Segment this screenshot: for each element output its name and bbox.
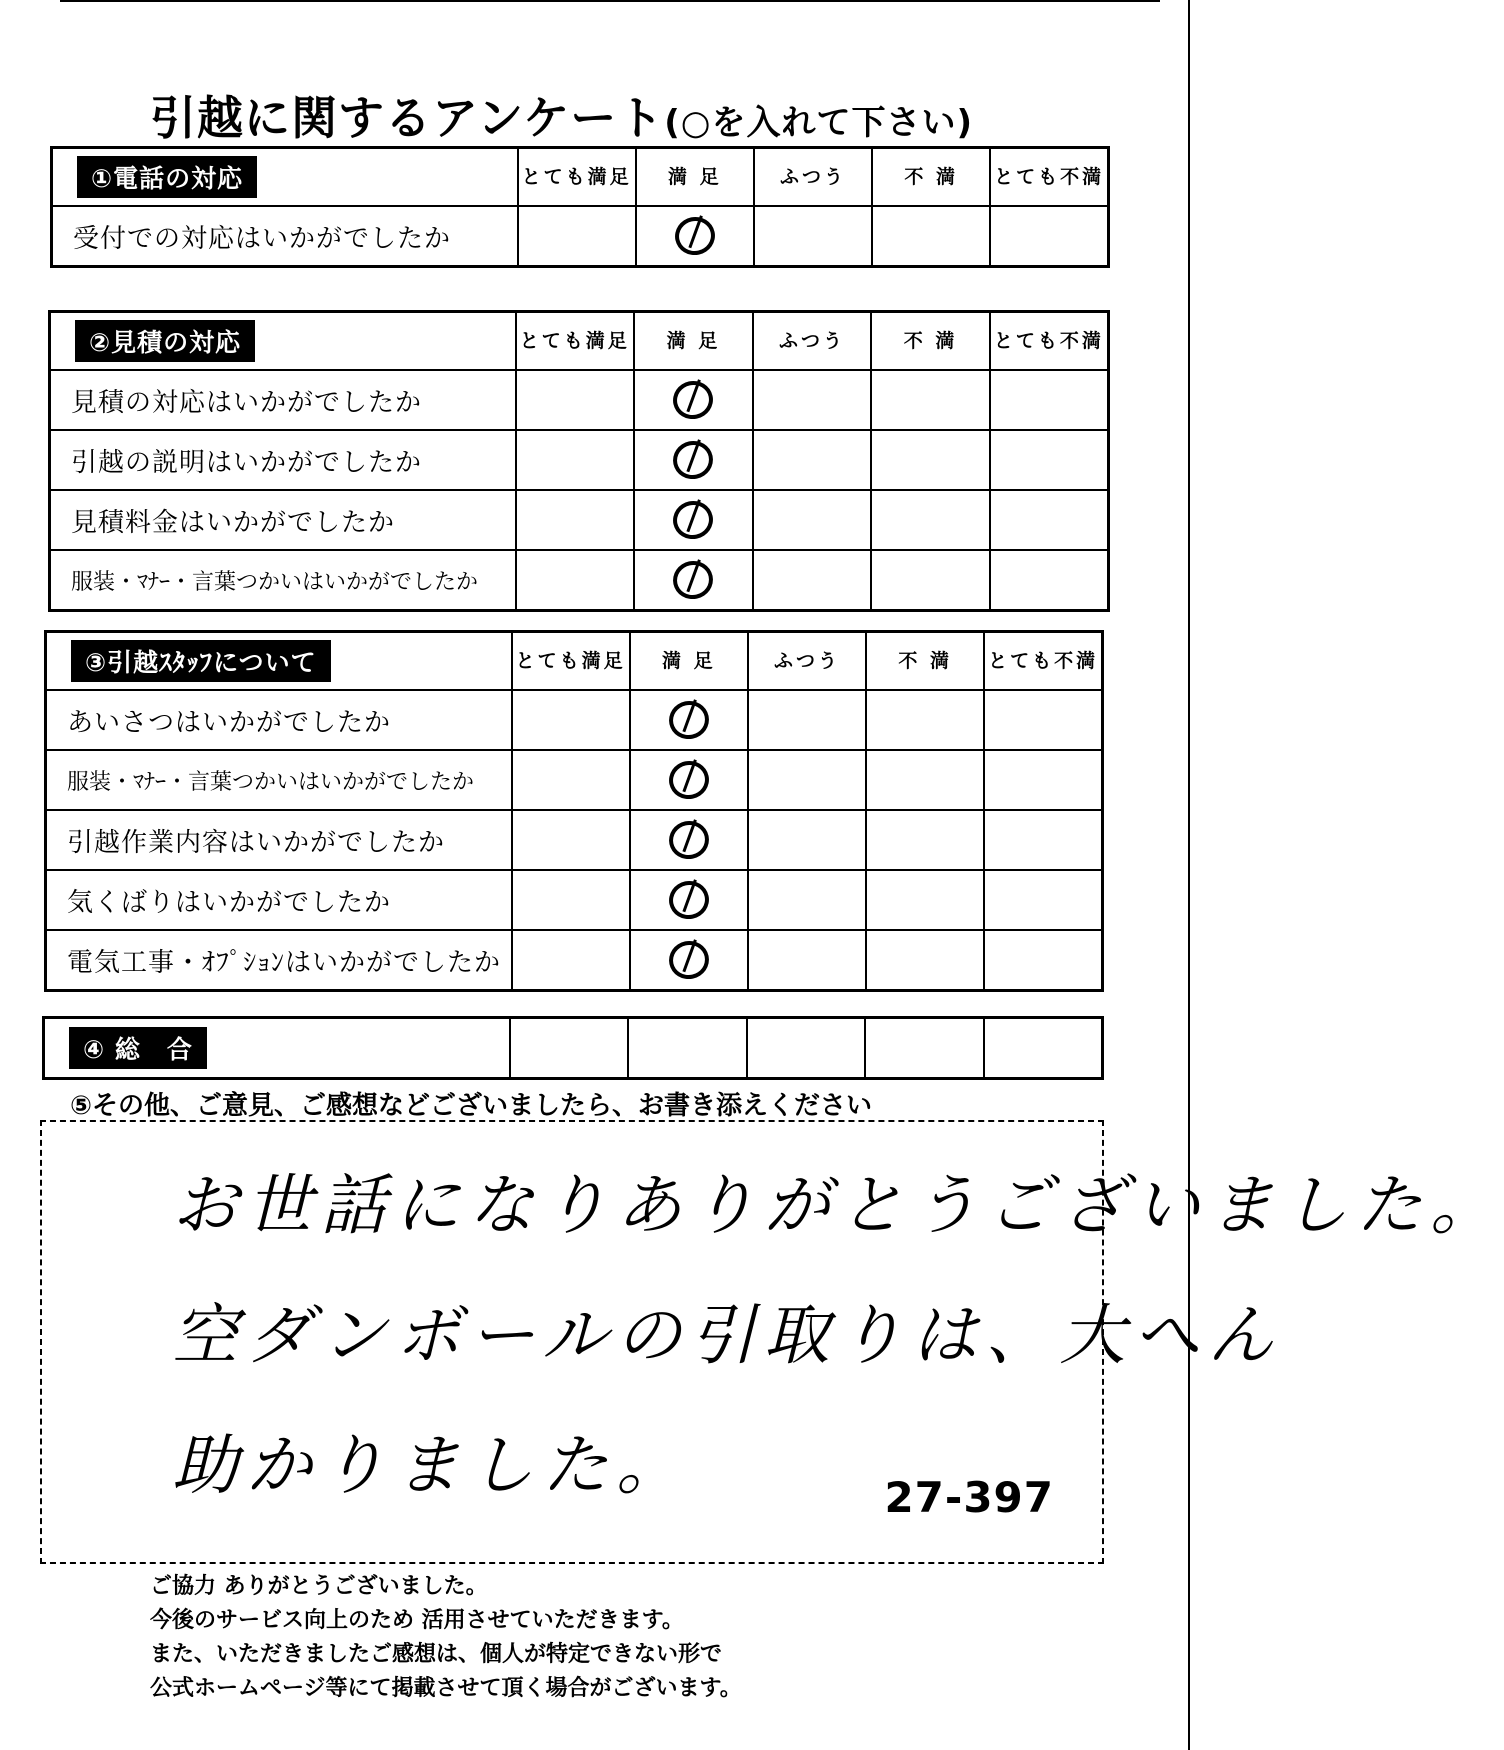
circle-mark-icon: [665, 817, 712, 862]
answer-cell[interactable]: [866, 870, 984, 930]
answer-cell[interactable]: [512, 750, 630, 810]
answer-cell[interactable]: [634, 550, 753, 611]
answer-cell[interactable]: [516, 370, 635, 430]
answer-cell[interactable]: [636, 206, 754, 267]
answer-cell[interactable]: [866, 750, 984, 810]
section-label: ②見積の対応: [75, 320, 255, 362]
comment-prompt: ⑤その他、ご意見、ご感想などございましたら、お書き添えください: [70, 1091, 873, 1121]
answer-cell[interactable]: [748, 930, 866, 991]
question-text: 気くばりはいかがでしたか: [46, 870, 512, 930]
footer-line: 公式ホームページ等にて掲載させて頂く場合がございます。: [150, 1676, 742, 1701]
col-dissatisfied: 不 満: [871, 312, 990, 371]
answer-cell[interactable]: [628, 1018, 747, 1079]
question-text: あいさつはいかがでしたか: [46, 690, 512, 750]
section-label: ④ 総 合: [69, 1027, 207, 1069]
title-sub: (○を入れて下さい): [664, 103, 973, 143]
answer-cell[interactable]: [630, 690, 748, 750]
circle-mark-icon: [665, 757, 712, 802]
answer-cell[interactable]: [871, 490, 990, 550]
question-text: 見積の対応はいかがでしたか: [50, 370, 516, 430]
question-text: 引越の説明はいかがでしたか: [50, 430, 516, 490]
answer-cell[interactable]: [753, 550, 872, 611]
question-row: [46, 750, 1103, 810]
question-row: [46, 930, 1103, 991]
answer-cell[interactable]: [871, 430, 990, 490]
col-satisfied: 満 足: [634, 312, 753, 371]
question-row: [52, 206, 1109, 267]
circle-mark-icon: [671, 213, 718, 258]
overall-row: [44, 1018, 1103, 1079]
footer-line: また、いただきましたご感想は、個人が特定できない形で: [150, 1642, 723, 1667]
question-text: 服装・ﾏﾅｰ・言葉つかいはいかがでしたか: [50, 550, 516, 611]
section-header-cell: [44, 1018, 510, 1079]
col-very-satisfied: とても満足: [512, 632, 630, 691]
reference-number: 27-397: [884, 1473, 1054, 1522]
answer-cell[interactable]: [748, 810, 866, 870]
answer-cell[interactable]: [990, 490, 1109, 550]
col-dissatisfied: 不 満: [872, 148, 990, 207]
circle-mark-icon: [670, 497, 717, 542]
col-satisfied: 満 足: [636, 148, 754, 207]
answer-cell[interactable]: [984, 870, 1102, 930]
answer-cell[interactable]: [872, 206, 990, 267]
answer-cell[interactable]: [630, 930, 748, 991]
answer-cell[interactable]: [984, 930, 1102, 991]
col-very-satisfied: とても満足: [518, 148, 636, 207]
answer-cell[interactable]: [634, 430, 753, 490]
question-text: 見積料金はいかがでしたか: [50, 490, 516, 550]
section-label: ③引越ｽﾀｯﾌについて: [71, 640, 331, 682]
answer-cell[interactable]: [748, 750, 866, 810]
section-header-cell: [46, 632, 512, 691]
section-estimate-table: [48, 310, 1110, 612]
answer-cell[interactable]: [753, 370, 872, 430]
answer-cell[interactable]: [512, 930, 630, 991]
answer-cell[interactable]: [516, 430, 635, 490]
answer-cell[interactable]: [871, 370, 990, 430]
comment-line: 助かりました。: [172, 1427, 690, 1504]
answer-cell[interactable]: [871, 550, 990, 611]
question-row: [46, 810, 1103, 870]
col-very-satisfied: とても満足: [516, 312, 635, 371]
section-label: ①電話の対応: [77, 156, 257, 198]
header-row: [52, 148, 1109, 207]
page-title: [150, 82, 1050, 148]
answer-cell[interactable]: [512, 870, 630, 930]
answer-cell[interactable]: [512, 810, 630, 870]
answer-cell[interactable]: [866, 690, 984, 750]
answer-cell[interactable]: [984, 1018, 1103, 1079]
answer-cell[interactable]: [510, 1018, 629, 1079]
col-very-dissatisfied: とても不満: [990, 148, 1108, 207]
answer-cell[interactable]: [634, 490, 753, 550]
col-satisfied: 満 足: [630, 632, 748, 691]
answer-cell[interactable]: [990, 550, 1109, 611]
circle-mark-icon: [670, 437, 717, 482]
question-text: 引越作業内容はいかがでしたか: [46, 810, 512, 870]
circle-mark-icon: [670, 557, 717, 602]
col-very-dissatisfied: とても不満: [984, 632, 1102, 691]
question-row: [50, 490, 1109, 550]
answer-cell[interactable]: [512, 690, 630, 750]
question-text: 受付での対応はいかがでしたか: [52, 206, 518, 267]
answer-cell[interactable]: [634, 370, 753, 430]
header-row: [46, 632, 1103, 691]
col-neutral: ふつう: [753, 312, 872, 371]
section-overall-table: [42, 1016, 1104, 1080]
comment-box[interactable]: [40, 1120, 1504, 1564]
answer-cell[interactable]: [747, 1018, 866, 1079]
answer-cell[interactable]: [518, 206, 636, 267]
question-row: [46, 870, 1103, 930]
question-row: [50, 550, 1109, 611]
page-right-edge: [1188, 0, 1190, 1750]
answer-cell[interactable]: [630, 810, 748, 870]
circle-mark-icon: [665, 877, 712, 922]
question-row: [50, 370, 1109, 430]
section-telephone-table: [50, 146, 1110, 268]
answer-cell[interactable]: [748, 870, 866, 930]
answer-cell[interactable]: [630, 870, 748, 930]
circle-mark-icon: [665, 937, 712, 982]
col-very-dissatisfied: とても不満: [990, 312, 1109, 371]
footer-line: 今後のサービス向上のため 活用させていただきます。: [150, 1608, 684, 1633]
footer-line: ご協力 ありがとうございました。: [150, 1574, 488, 1599]
answer-cell[interactable]: [984, 690, 1102, 750]
answer-cell[interactable]: [754, 206, 872, 267]
answer-cell[interactable]: [516, 490, 635, 550]
circle-mark-icon: [665, 697, 712, 742]
header-row: [50, 312, 1109, 371]
section-header-cell: [52, 148, 518, 207]
answer-cell[interactable]: [753, 490, 872, 550]
col-neutral: ふつう: [748, 632, 866, 691]
answer-cell[interactable]: [748, 690, 866, 750]
answer-cell[interactable]: [990, 206, 1108, 267]
col-dissatisfied: 不 満: [866, 632, 984, 691]
question-text: 服装・ﾏﾅｰ・言葉つかいはいかがでしたか: [46, 750, 512, 810]
question-text: 電気工事・ｵﾌﾟｼｮﾝはいかがでしたか: [46, 930, 512, 991]
col-neutral: ふつう: [754, 148, 872, 207]
title-main: 引越に関するアンケート: [150, 91, 665, 145]
question-row: [50, 430, 1109, 490]
page-top-edge: [60, 0, 1160, 2]
answer-cell[interactable]: [866, 930, 984, 991]
answer-cell[interactable]: [866, 810, 984, 870]
question-row: [46, 690, 1103, 750]
answer-cell[interactable]: [753, 430, 872, 490]
answer-cell[interactable]: [630, 750, 748, 810]
answer-cell[interactable]: [516, 550, 635, 611]
comment-line: お世話になりありがとうございました。: [172, 1167, 1504, 1244]
answer-cell[interactable]: [865, 1018, 984, 1079]
answer-cell[interactable]: [984, 750, 1102, 810]
comment-line: 空ダンボールの引取りは、大へん: [172, 1297, 1282, 1374]
section-staff-table: [44, 630, 1104, 992]
footer-note: [150, 1570, 742, 1706]
answer-cell[interactable]: [990, 430, 1109, 490]
answer-cell[interactable]: [990, 370, 1109, 430]
answer-cell[interactable]: [984, 810, 1102, 870]
circle-mark-icon: [670, 377, 717, 422]
section-header-cell: [50, 312, 516, 371]
